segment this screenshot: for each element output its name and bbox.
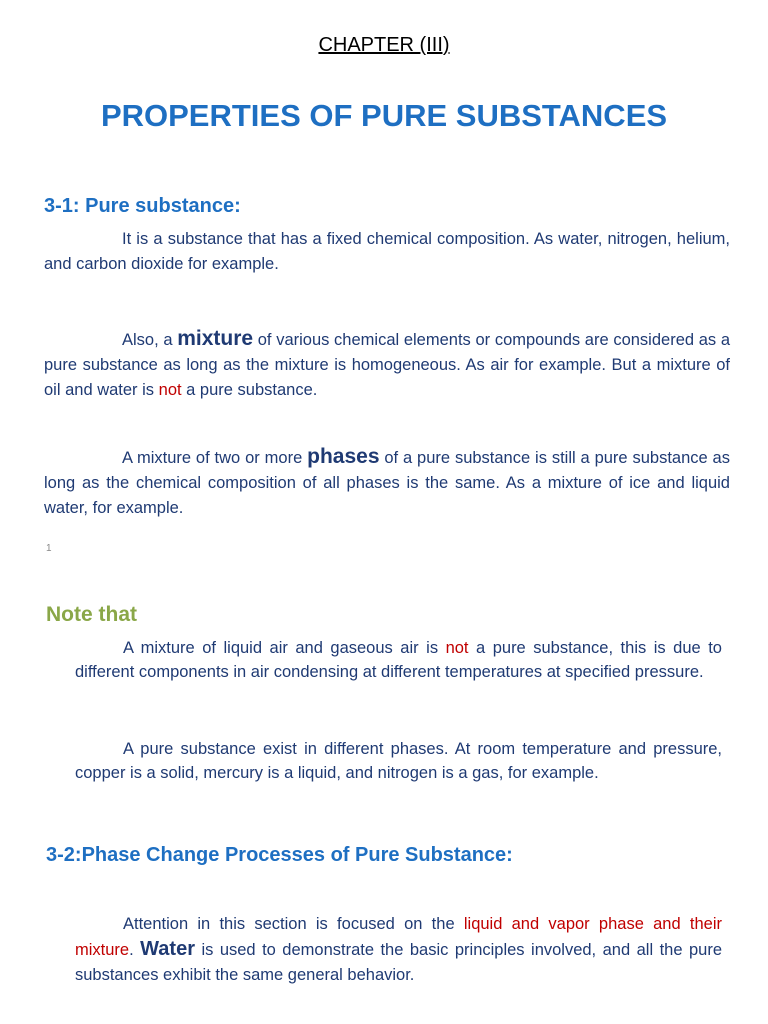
emphasis-not: not	[158, 381, 182, 399]
paragraph-phases	[44, 444, 730, 521]
text-span: A mixture of liquid air and gaseous air is	[123, 639, 446, 657]
text-span: of various chemical elements or compounds are considered as a pure substance as long as the mixture is homogeneous. As air for example. But a mixture of oil and water is	[44, 331, 730, 399]
chapter-label: CHAPTER (III)	[318, 34, 450, 56]
text-span: Also, a	[122, 331, 178, 349]
note-paragraph-liquid-air	[75, 636, 722, 684]
paragraph-mixture	[44, 326, 730, 403]
text-span: A mixture of two or more	[122, 449, 308, 467]
text-span: of a pure substance is still a pure substance as long as the chemical composition of all phases is the same. As a mixture of ice and liquid water, for example.	[44, 449, 730, 517]
emphasis-not: not	[445, 639, 469, 657]
note-paragraph-phases: A pure substance exist in different phases. At room temperature and pressure, copper is a solid, mercury is a liquid, and nitrogen is a gas, for example.	[75, 740, 722, 782]
emphasis-water: Water	[140, 938, 195, 960]
emphasis-phases: phases	[307, 445, 380, 468]
section-heading-3-1: 3-1: Pure substance:	[44, 195, 241, 217]
text-span: Attention in this section is focused on the	[123, 915, 464, 933]
emphasis-mixture: mixture	[177, 327, 254, 350]
paragraph-phase-change	[75, 912, 722, 988]
paragraph-definition: It is a substance that has a fixed chemical composition. As water, nitrogen, helium, and carbon dioxide for example.	[44, 230, 730, 273]
note-heading: Note that	[46, 603, 137, 626]
text-span: a pure substance.	[181, 381, 318, 399]
page-title: PROPERTIES OF PURE SUBSTANCES	[100, 98, 668, 133]
text-span: a pure substance, this is due to different components in air condensing at different temperatures at specified pressure.	[75, 639, 722, 681]
slide-number: 1	[46, 543, 52, 554]
emphasis-liquid-vapor: liquid and vapor phase and their mixture	[75, 915, 722, 959]
section-heading-3-2: 3-2:Phase Change Processes of Pure Substance:	[46, 844, 513, 866]
text-span: .	[129, 941, 141, 959]
text-span: is used to demonstrate the basic principles involved, and all the pure substances exhibit the same general behavior.	[75, 941, 723, 984]
